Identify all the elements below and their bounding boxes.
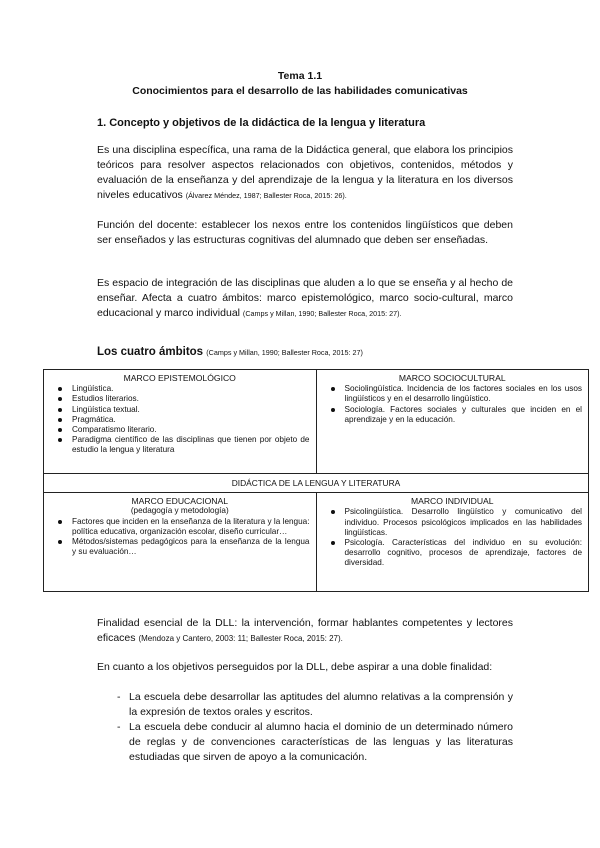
sociocultural-list — [323, 384, 583, 425]
section-heading: 1. Concepto y objetivos de la didáctica de la lengua y literatura — [97, 117, 426, 129]
integration-paragraph — [97, 276, 513, 321]
list-item: Comparatismo literario. — [50, 425, 310, 435]
four-areas-citation: (Camps y Millan, 1990; Ballester Roca, 2015: 27) — [206, 348, 363, 357]
epistemologico-title: MARCO EPISTEMOLÓGICO — [123, 373, 236, 383]
educacional-title: MARCO EDUCACIONAL — [131, 496, 228, 507]
objectives-text: En cuanto a los objetivos perseguidos por la DLL, debe aspirar a una doble finalidad: — [97, 661, 493, 673]
list-item: Métodos/sistemas pedagógicos para la enseñanza de la lengua y su evaluación… — [50, 537, 310, 557]
objectives-list — [97, 690, 513, 765]
individual-list — [323, 507, 583, 568]
cell-epistemologico — [44, 370, 317, 474]
cell-educacional — [44, 493, 317, 592]
teacher-function-text: Función del docente: establecer los nexos entre los contenidos lingüísticos que deben ser enseñados y las estructuras cognitivas del alumnado que deben ser enseñadas. — [97, 219, 513, 246]
list-item: Lingüística. — [50, 384, 310, 394]
objectives-paragraph — [97, 660, 513, 675]
list-item: - La escuela debe desarrollar las aptitudes del alumno relativas a la comprensión y la expresión de textos orales y escritos. — [97, 690, 513, 720]
list-item: Lingüística textual. — [50, 405, 310, 415]
educacional-subtitle: (pedagogía y metodología) — [130, 506, 229, 516]
list-item: Pragmática. — [50, 415, 310, 425]
list-item: Paradigma científico de las disciplinas que tienen por objeto de estudio la lengua y literatura — [50, 435, 310, 455]
four-areas-table — [43, 369, 589, 592]
list-item: Factores que inciden en la enseñanza de la literatura y la lengua: política educativa, organización escolar, diseño curricular… — [50, 517, 310, 537]
individual-title: MARCO INDIVIDUAL — [410, 496, 494, 507]
epistemologico-list — [50, 384, 310, 455]
purpose-text: Finalidad esencial de la DLL: la intervención, formar hablantes competentes y lectores eficaces — [97, 617, 513, 644]
topic-number: Tema 1.1 — [277, 70, 323, 82]
didactica-center-row — [44, 474, 589, 493]
educacional-list — [50, 517, 310, 558]
purpose-paragraph — [97, 616, 513, 646]
list-item: Estudios literarios. — [50, 394, 310, 404]
integration-citation: (Camps y Millan, 1990; Ballester Roca, 2015: 27). — [242, 309, 402, 318]
teacher-function-paragraph — [97, 218, 513, 248]
page-title: Conocimientos para el desarrollo de las habilidades comunicativas — [132, 85, 468, 97]
didactica-label: DIDÁCTICA DE LA LENGUA Y LITERATURA — [231, 478, 401, 488]
sociocultural-title: MARCO SOCIOCULTURAL — [398, 373, 506, 383]
cell-individual — [316, 493, 589, 592]
list-item: Sociología. Factores sociales y culturales que inciden en el aprendizaje y en la educación. — [323, 405, 583, 425]
definition-text: Es una disciplina específica, una rama de la Didáctica general, que elabora los principios teóricos para resolver aspectos relacionados con objetivos, contenidos, métodos y evaluación de la enseñanza y del aprendizaje de la lengua y la literatura en los diversos niveles educativos — [97, 144, 513, 201]
definition-citation: (Álvarez Méndez, 1987; Ballester Roca, 2015: 26). — [185, 191, 347, 200]
four-areas-heading — [97, 346, 363, 358]
list-item: Sociolingüística. Incidencia de los factores sociales en los usos lingüísticos y en el desarrollo lingüístico. — [323, 384, 583, 404]
integration-text: Es espacio de integración de las disciplinas que aluden a lo que se enseña y al hecho de enseñar. Afecta a cuatro ámbitos: marco epistemológico, marco socio-cultural, marco educacional y marco individual — [97, 277, 513, 319]
definition-paragraph — [97, 143, 513, 203]
purpose-citation: (Mendoza y Cantero, 2003: 11; Ballester Roca, 2015: 27). — [138, 634, 343, 643]
cell-sociocultural — [316, 370, 589, 474]
list-item: Psicología. Características del individuo en su evolución: desarrollo cognitivo, procesos de aprendizaje, factores de diversidad. — [323, 538, 583, 569]
four-areas-heading-text: Los cuatro ámbitos — [97, 346, 204, 358]
list-item: Psicolingüística. Desarrollo lingüístico y comunicativo del individuo. Procesos psicológicos implicados en las habilidades lingüísticas. — [323, 507, 583, 538]
list-item: - La escuela debe conducir al alumno hacia el dominio de un determinado número de reglas y de convenciones características de las lenguas y las literaturas estudiadas que sirven de apoyo a la comunicación. — [97, 720, 513, 765]
